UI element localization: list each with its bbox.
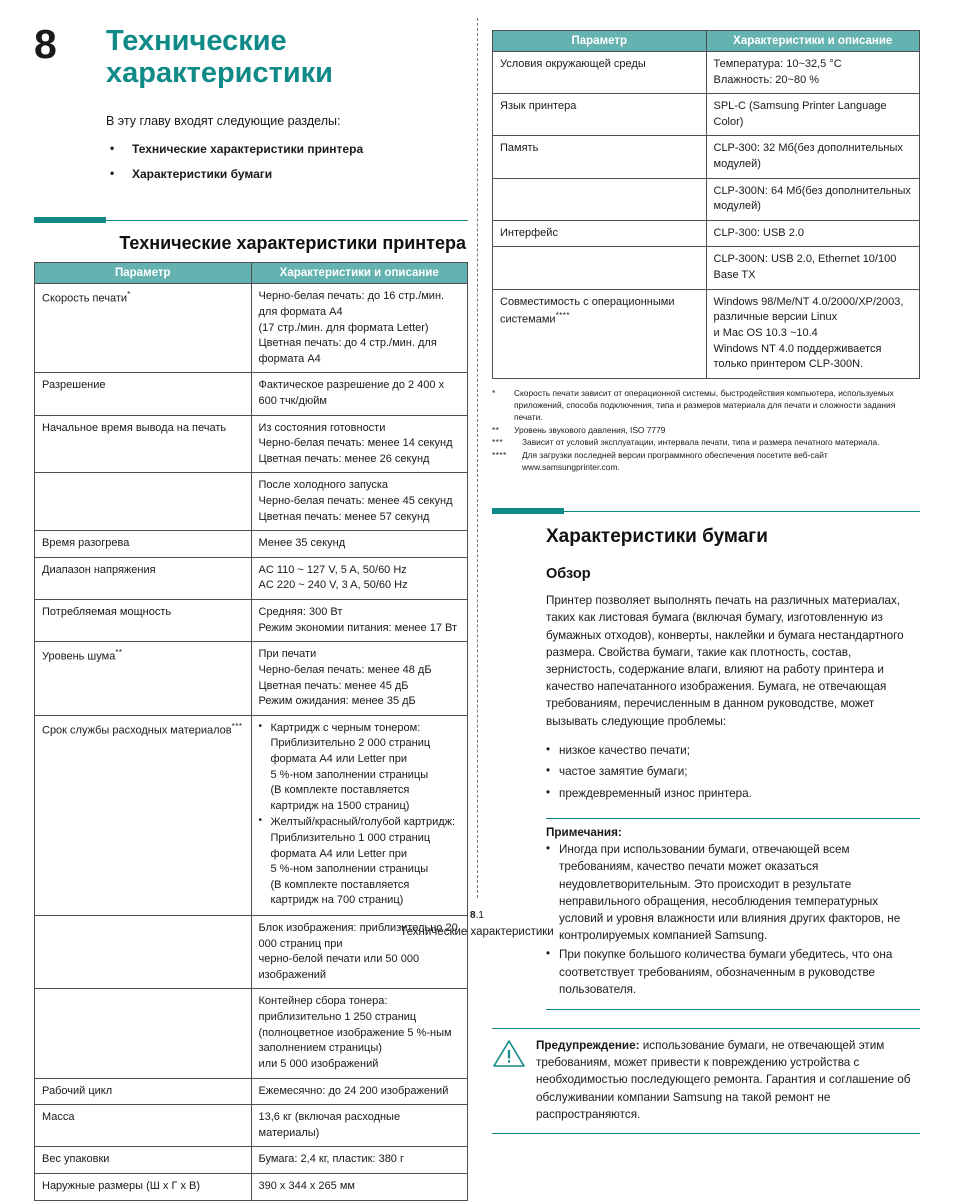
chapter-intro — [106, 112, 468, 184]
section-rule-tab — [34, 217, 106, 223]
spec-param-cell — [35, 531, 252, 558]
table-header-desc: Характеристики и описание — [706, 31, 920, 52]
note-item: • Иногда при использовании бумаги, отвечающей всем требованиям, качество печати может оказаться неудовлетворительным. Это происходит в результате неправильного обращения, несоблюдения температурных условий и уровня влажности или влияния других факторов, не контролируемых компанией Samsung. — [546, 841, 920, 944]
spec-param-label: Интерфейс — [500, 226, 558, 239]
spec-param-label: Условия окружающей среды — [500, 58, 646, 70]
paper-problem-item: • низкое качество печати; — [546, 742, 920, 760]
section-rule-line — [106, 220, 468, 221]
footnote-marker: * — [492, 387, 496, 398]
spec-text-line: 5 %-ном заполнении страницы — [270, 863, 429, 876]
spec-desc-cell — [251, 989, 468, 1078]
page-footer — [0, 910, 954, 938]
spec-desc-cell — [706, 220, 920, 247]
spec-desc-cell — [251, 1105, 468, 1147]
table-row — [493, 289, 920, 378]
spec-param-cell — [493, 94, 707, 136]
page-number-chapter: 8 — [470, 910, 476, 921]
caution-text — [536, 1037, 920, 1123]
footnote-marker: **** — [492, 450, 507, 461]
table-row — [35, 284, 468, 373]
spec-param-cell — [493, 289, 707, 378]
table-header-param: Параметр — [35, 263, 252, 284]
spec-desc-cell — [251, 284, 468, 373]
table-row — [493, 94, 920, 136]
table-row — [35, 531, 468, 558]
table-row — [493, 220, 920, 247]
spec-text-line: После холодного запуска — [258, 479, 389, 492]
table-row — [493, 52, 920, 94]
toc-item[interactable]: • Характеристики бумаги — [106, 166, 468, 183]
spec-param-cell — [35, 1078, 252, 1105]
spec-text-line: 13,6 кг (включая расходные материалы) — [258, 1111, 401, 1139]
spec-param-cell — [493, 136, 707, 178]
footnote-text: Скорость печати зависит от операционной системы, быстродействия компьютера, используемых приложений, способа подключения, типа и размеров материала для печати и сложности задания печати. — [514, 387, 896, 422]
chapter-number: 8 — [34, 21, 57, 67]
spec-text-line: 5 %-ном заполнении страницы — [270, 768, 429, 781]
spec-text-line: Менее 35 секунд — [258, 537, 346, 550]
spec-param-label: Диапазон напряжения — [42, 563, 156, 576]
paper-overview-subtitle: Обзор — [546, 566, 591, 583]
footnote-marker: * — [127, 290, 131, 300]
spec-desc-cell — [251, 531, 468, 558]
spec-text-line: Цветная печать: менее 57 секунд — [258, 510, 430, 523]
table-row — [35, 989, 468, 1078]
spec-param-cell — [493, 178, 707, 220]
spec-text-line: черно-белой печати или 50 000 изображений — [258, 953, 420, 981]
spec-text-line: Приблизительно 1 000 страниц формата A4 или Letter при — [270, 831, 431, 860]
spec-desc-cell — [251, 1147, 468, 1174]
left-column — [34, 18, 468, 1201]
spec-param-label: Потребляемая мощность — [42, 606, 172, 619]
chapter-title: Технические характеристики — [106, 25, 333, 89]
spec-param-cell — [35, 1173, 252, 1200]
spec-text-line: и Mac OS 10.3 ~10.4 — [713, 326, 818, 339]
table-row — [35, 642, 468, 715]
spec-param-cell — [35, 1147, 252, 1174]
spec-text-line: Режим экономии питания: менее 17 Вт — [258, 621, 458, 634]
toc-item[interactable]: • Технические характеристики принтера — [106, 141, 468, 158]
spec-param-cell — [35, 373, 252, 415]
spec-text-line: или 5 000 изображений — [258, 1057, 379, 1070]
spec-text-line: Цветная печать: менее 26 секунд — [258, 452, 430, 465]
paper-section — [492, 508, 920, 1134]
column-divider — [477, 18, 478, 898]
spec-text-line: (17 стр./мин. для формата Letter) — [258, 321, 429, 334]
spec-param-cell — [493, 220, 707, 247]
spec-param-label: Уровень шума — [42, 650, 116, 663]
table-row — [35, 600, 468, 642]
spec-bullet-list — [259, 721, 461, 909]
notes-title: Примечания: — [546, 826, 622, 840]
table-row — [35, 373, 468, 415]
spec-param-cell — [35, 600, 252, 642]
spec-param-label: Начальное время вывода на печать — [42, 421, 227, 434]
section-rule — [34, 217, 468, 223]
spec-text-line: Температура: 10~32,5 °C — [713, 58, 842, 70]
page-number-index: .1 — [475, 910, 484, 921]
spec-param-label: Рабочий цикл — [42, 1084, 113, 1097]
table-row — [35, 1078, 468, 1105]
spec-param-cell — [35, 642, 252, 715]
spec-text-line: Черно-белая печать: менее 45 секунд — [258, 495, 453, 508]
caution-box — [492, 1028, 920, 1134]
spec-param-cell — [35, 715, 252, 915]
spec-param-label: Скорость печати — [42, 292, 128, 305]
table-row — [35, 715, 468, 915]
spec-desc-cell — [251, 642, 468, 715]
spec-desc-cell — [706, 52, 920, 94]
environment-spec-table — [492, 30, 920, 379]
spec-param-cell — [493, 52, 707, 94]
spec-text-line: AC 220 ~ 240 V, 3 A, 50/60 Hz — [258, 579, 408, 592]
spec-text-line: Из состояния готовности — [258, 421, 386, 434]
footnote-marker: *** — [492, 437, 503, 448]
table-row — [35, 473, 468, 531]
chapter-header — [34, 18, 468, 90]
spec-desc-cell — [706, 247, 920, 289]
spec-desc-cell — [706, 94, 920, 136]
spec-text-line: Windows NT 4.0 поддерживается только принтером CLP-300N. — [713, 342, 882, 371]
spec-desc-cell — [251, 600, 468, 642]
footer-chapter-name: Технические характеристики — [400, 926, 554, 938]
table-row — [35, 1105, 468, 1147]
spec-text-line: Ежемесячно: до 24 200 изображений — [258, 1084, 449, 1097]
spec-param-label: Вес упаковки — [42, 1153, 110, 1166]
spec-text-line: • Желтый/красный/голубой картридж: — [270, 816, 456, 829]
spec-desc-cell — [251, 473, 468, 531]
spec-text-line: Windows 98/Me/NT 4.0/2000/XP/2003, различные версии Linux — [713, 295, 904, 324]
table-row — [35, 415, 468, 473]
spec-text-line: Цветная печать: до 4 стр./мин. для формата A4 — [258, 337, 437, 365]
spec-bullet-item — [259, 721, 461, 815]
spec-param-label: Время разогрева — [42, 537, 130, 550]
chapter-toc-list — [106, 141, 468, 184]
footnote-marker: **** — [555, 311, 571, 321]
table-header-param: Параметр — [493, 31, 707, 52]
section-rule-tab — [492, 508, 564, 514]
footnote-text: Уровень звукового давления, ISO 7779 — [514, 424, 666, 435]
table-header-row — [35, 263, 468, 284]
spec-text-line: Цветная печать: менее 45 дБ — [258, 679, 409, 692]
spec-text-line: Режим ожидания: менее 35 дБ — [258, 695, 416, 708]
spec-desc-cell — [251, 557, 468, 599]
section-rule — [492, 508, 920, 514]
spec-text-line: • Картридж с черным тонером: — [270, 721, 421, 734]
note-item: • При покупке большого количества бумаги убедитесь, что она соответствует требованиям, обозначенным в руководстве пользователя. — [546, 946, 920, 998]
footnote — [492, 425, 920, 437]
section-rule-line — [564, 511, 920, 512]
table-row — [493, 247, 920, 289]
footnote-marker: ** — [492, 424, 500, 435]
spec-param-cell — [35, 284, 252, 373]
spec-text-line: Черно-белая печать: до 16 стр./мин. для формата A4 — [258, 290, 445, 318]
table-header-desc: Характеристики и описание — [251, 263, 468, 284]
caution-label: Предупреждение: — [536, 1038, 640, 1052]
spec-param-cell — [35, 989, 252, 1078]
spec-desc-cell — [706, 289, 920, 378]
paper-problems-list — [492, 742, 920, 803]
spec-text-line: Черно-белая печать: менее 48 дБ — [258, 663, 432, 676]
spec-desc-cell — [251, 1173, 468, 1200]
spec-param-label: Совместимость с операционными системами — [500, 295, 675, 326]
spec-desc-cell — [251, 415, 468, 473]
printer-spec-table — [34, 262, 468, 1200]
spec-text-line: AC 110 ~ 127 V, 5 A, 50/60 Hz — [258, 563, 407, 576]
table-row — [493, 178, 920, 220]
footnote-marker: *** — [231, 721, 243, 731]
spec-desc-cell — [251, 1078, 468, 1105]
spec-text-line: (полноцветное изображение 5 %-ным заполнением страницы) — [258, 1026, 452, 1055]
paper-section-title: Характеристики бумаги — [546, 526, 768, 548]
table-header-row — [493, 31, 920, 52]
spec-bullet-item — [259, 815, 461, 909]
footnote-text: Для загрузки последней версии программного обеспечения посетите веб-сайт www.samsungprinter.com. — [522, 450, 828, 473]
footnote — [492, 437, 920, 449]
spec-desc-cell — [251, 715, 468, 915]
spec-text-line: (В комплекте поставляется картридж на 700 страниц) — [270, 878, 410, 907]
spec-text-line: Влажность: 20~80 % — [713, 73, 820, 86]
right-column — [492, 30, 920, 1134]
spec-text-line: При печати — [258, 648, 317, 661]
spec-text-line: Блок изображения: приблизительно 20 000 страниц при — [258, 922, 458, 950]
footnote — [492, 450, 920, 474]
spec-param-label: Разрешение — [42, 379, 106, 392]
spec-text-line: Черно-белая печать: менее 14 секунд — [258, 437, 453, 450]
table-row — [35, 1147, 468, 1174]
spec-param-label: Срок службы расходных материалов — [42, 724, 232, 737]
paper-problem-item: • преждевременный износ принтера. — [546, 785, 920, 803]
spec-text-line: Бумага: 2,4 кг, пластик: 380 г — [258, 1153, 404, 1166]
spec-param-cell — [35, 473, 252, 531]
footnote-text: Зависит от условий эксплуатации, интервала печати, типа и размера печатного материала. — [522, 437, 880, 448]
table-row — [35, 557, 468, 599]
spec-text-line: 390 x 344 x 265 мм — [258, 1179, 355, 1192]
spec-param-label: Память — [500, 142, 539, 155]
chapter-intro-text: В эту главу входят следующие разделы: — [106, 113, 341, 128]
spec-text-line: (В комплекте поставляется картридж на 1500 страниц) — [270, 784, 410, 812]
page-number — [0, 910, 954, 921]
printer-section-header — [34, 217, 468, 254]
warning-triangle-icon — [492, 1037, 526, 1073]
spec-param-label: Язык принтера — [500, 100, 577, 113]
footnote-marker: ** — [115, 648, 123, 658]
footnote — [492, 388, 920, 424]
table-row — [493, 136, 920, 178]
spec-desc-cell — [706, 178, 920, 220]
spec-text-line: Фактическое разрешение до 2 400 x 600 тчк/дюйм — [258, 379, 445, 407]
paper-overview-body: Принтер позволяет выполнять печать на различных материалах, таких как листовая бумага (включая бумагу, изготовленную из бумажных отходов), конверты, наклейки и бумага нестандартного размера. Свойства бумаги, такие как плотность, состав, зернистость, содержание влаги, влияют на работу принтера и качество напечатанного изображения. Бумага, не отвечающая требованиям, перечисленным в данном руководстве, может вызывать следующие проблемы: — [546, 594, 904, 728]
table-row — [35, 1173, 468, 1200]
printer-section-title: Технические характеристики принтера — [119, 233, 466, 254]
spec-text-line: SPL-C (Samsung Printer Language Color) — [713, 100, 887, 128]
spec-text-line: Приблизительно 2 000 страниц формата A4 или Letter при — [270, 737, 431, 765]
spec-text-line: Контейнер сбора тонера: приблизительно 1 250 страниц — [258, 995, 417, 1024]
spec-param-cell — [35, 1105, 252, 1147]
footnotes-block — [492, 388, 920, 474]
spec-param-cell — [493, 247, 707, 289]
spec-desc-cell — [251, 373, 468, 415]
spec-param-cell — [35, 557, 252, 599]
caution-body: использование бумаги, не отвечающей этим требованиям, может привести к повреждению устройства с необходимостью последующего ремонта. Гарантия и соглашение об обслуживании компании Samsung на такой ремонт не распространяются. — [536, 1038, 911, 1121]
spec-desc-cell — [706, 136, 920, 178]
spec-text-line: CLP-300: 32 Мб(без дополнительных модулей) — [713, 142, 903, 171]
spec-param-label: Масса — [42, 1111, 75, 1124]
paper-problem-item: • частое замятие бумаги; — [546, 763, 920, 781]
spec-param-label: Наружные размеры (Ш x Г x В) — [42, 1179, 201, 1192]
spec-text-line: CLP-300N: 64 Мб(без дополнительных модулей) — [713, 184, 911, 213]
spec-text-line: CLP-300: USB 2.0 — [713, 226, 804, 239]
spec-param-cell — [35, 415, 252, 473]
spec-text-line: CLP-300N: USB 2.0, Ethernet 10/100 Base TX — [713, 253, 897, 282]
spec-text-line: Средняя: 300 Вт — [258, 606, 343, 619]
